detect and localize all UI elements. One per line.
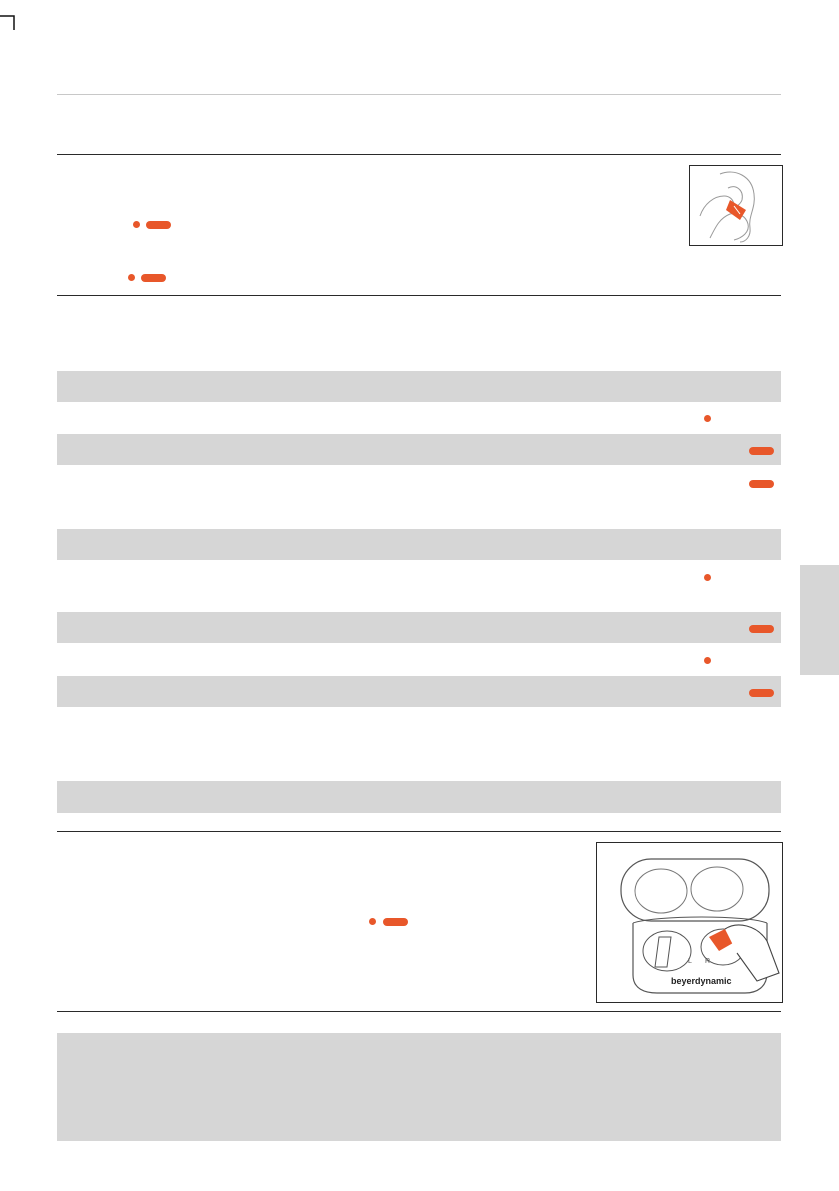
touch-dot-icon (128, 274, 135, 281)
section-rule-3 (57, 831, 781, 832)
header-rule (57, 94, 781, 95)
touch-pill-icon (749, 447, 774, 455)
case-brand-logo: beyerdynamic (671, 976, 732, 986)
touch-dot-icon (704, 574, 711, 581)
touch-pill-icon (749, 689, 774, 697)
touch-pill-icon (749, 625, 774, 633)
table-row-shaded (57, 529, 781, 560)
touch-pill-icon (146, 221, 171, 229)
crop-mark (0, 0, 30, 30)
table-row-shaded (57, 676, 781, 707)
section-rule-1 (57, 154, 781, 155)
side-thumb-tab (800, 565, 839, 675)
note-box (57, 1033, 781, 1141)
section-rule-4 (57, 1011, 781, 1012)
table-row-shaded (57, 781, 781, 813)
table-row-shaded (57, 612, 781, 643)
touch-pill-icon (141, 274, 166, 282)
table-row-shaded (57, 371, 781, 402)
touch-pill-icon (383, 918, 408, 926)
case-marking-R: R (705, 958, 711, 965)
charging-case-illustration (596, 842, 783, 1003)
case-marking-L: L (688, 958, 692, 965)
section-rule-2 (57, 295, 781, 296)
touch-dot-icon (369, 918, 376, 925)
ear-touch-illustration (689, 165, 783, 246)
touch-dot-icon (704, 657, 711, 664)
touch-pill-icon (749, 480, 774, 488)
table-row-shaded (57, 434, 781, 465)
touch-dot-icon (133, 221, 140, 228)
touch-dot-icon (704, 415, 711, 422)
